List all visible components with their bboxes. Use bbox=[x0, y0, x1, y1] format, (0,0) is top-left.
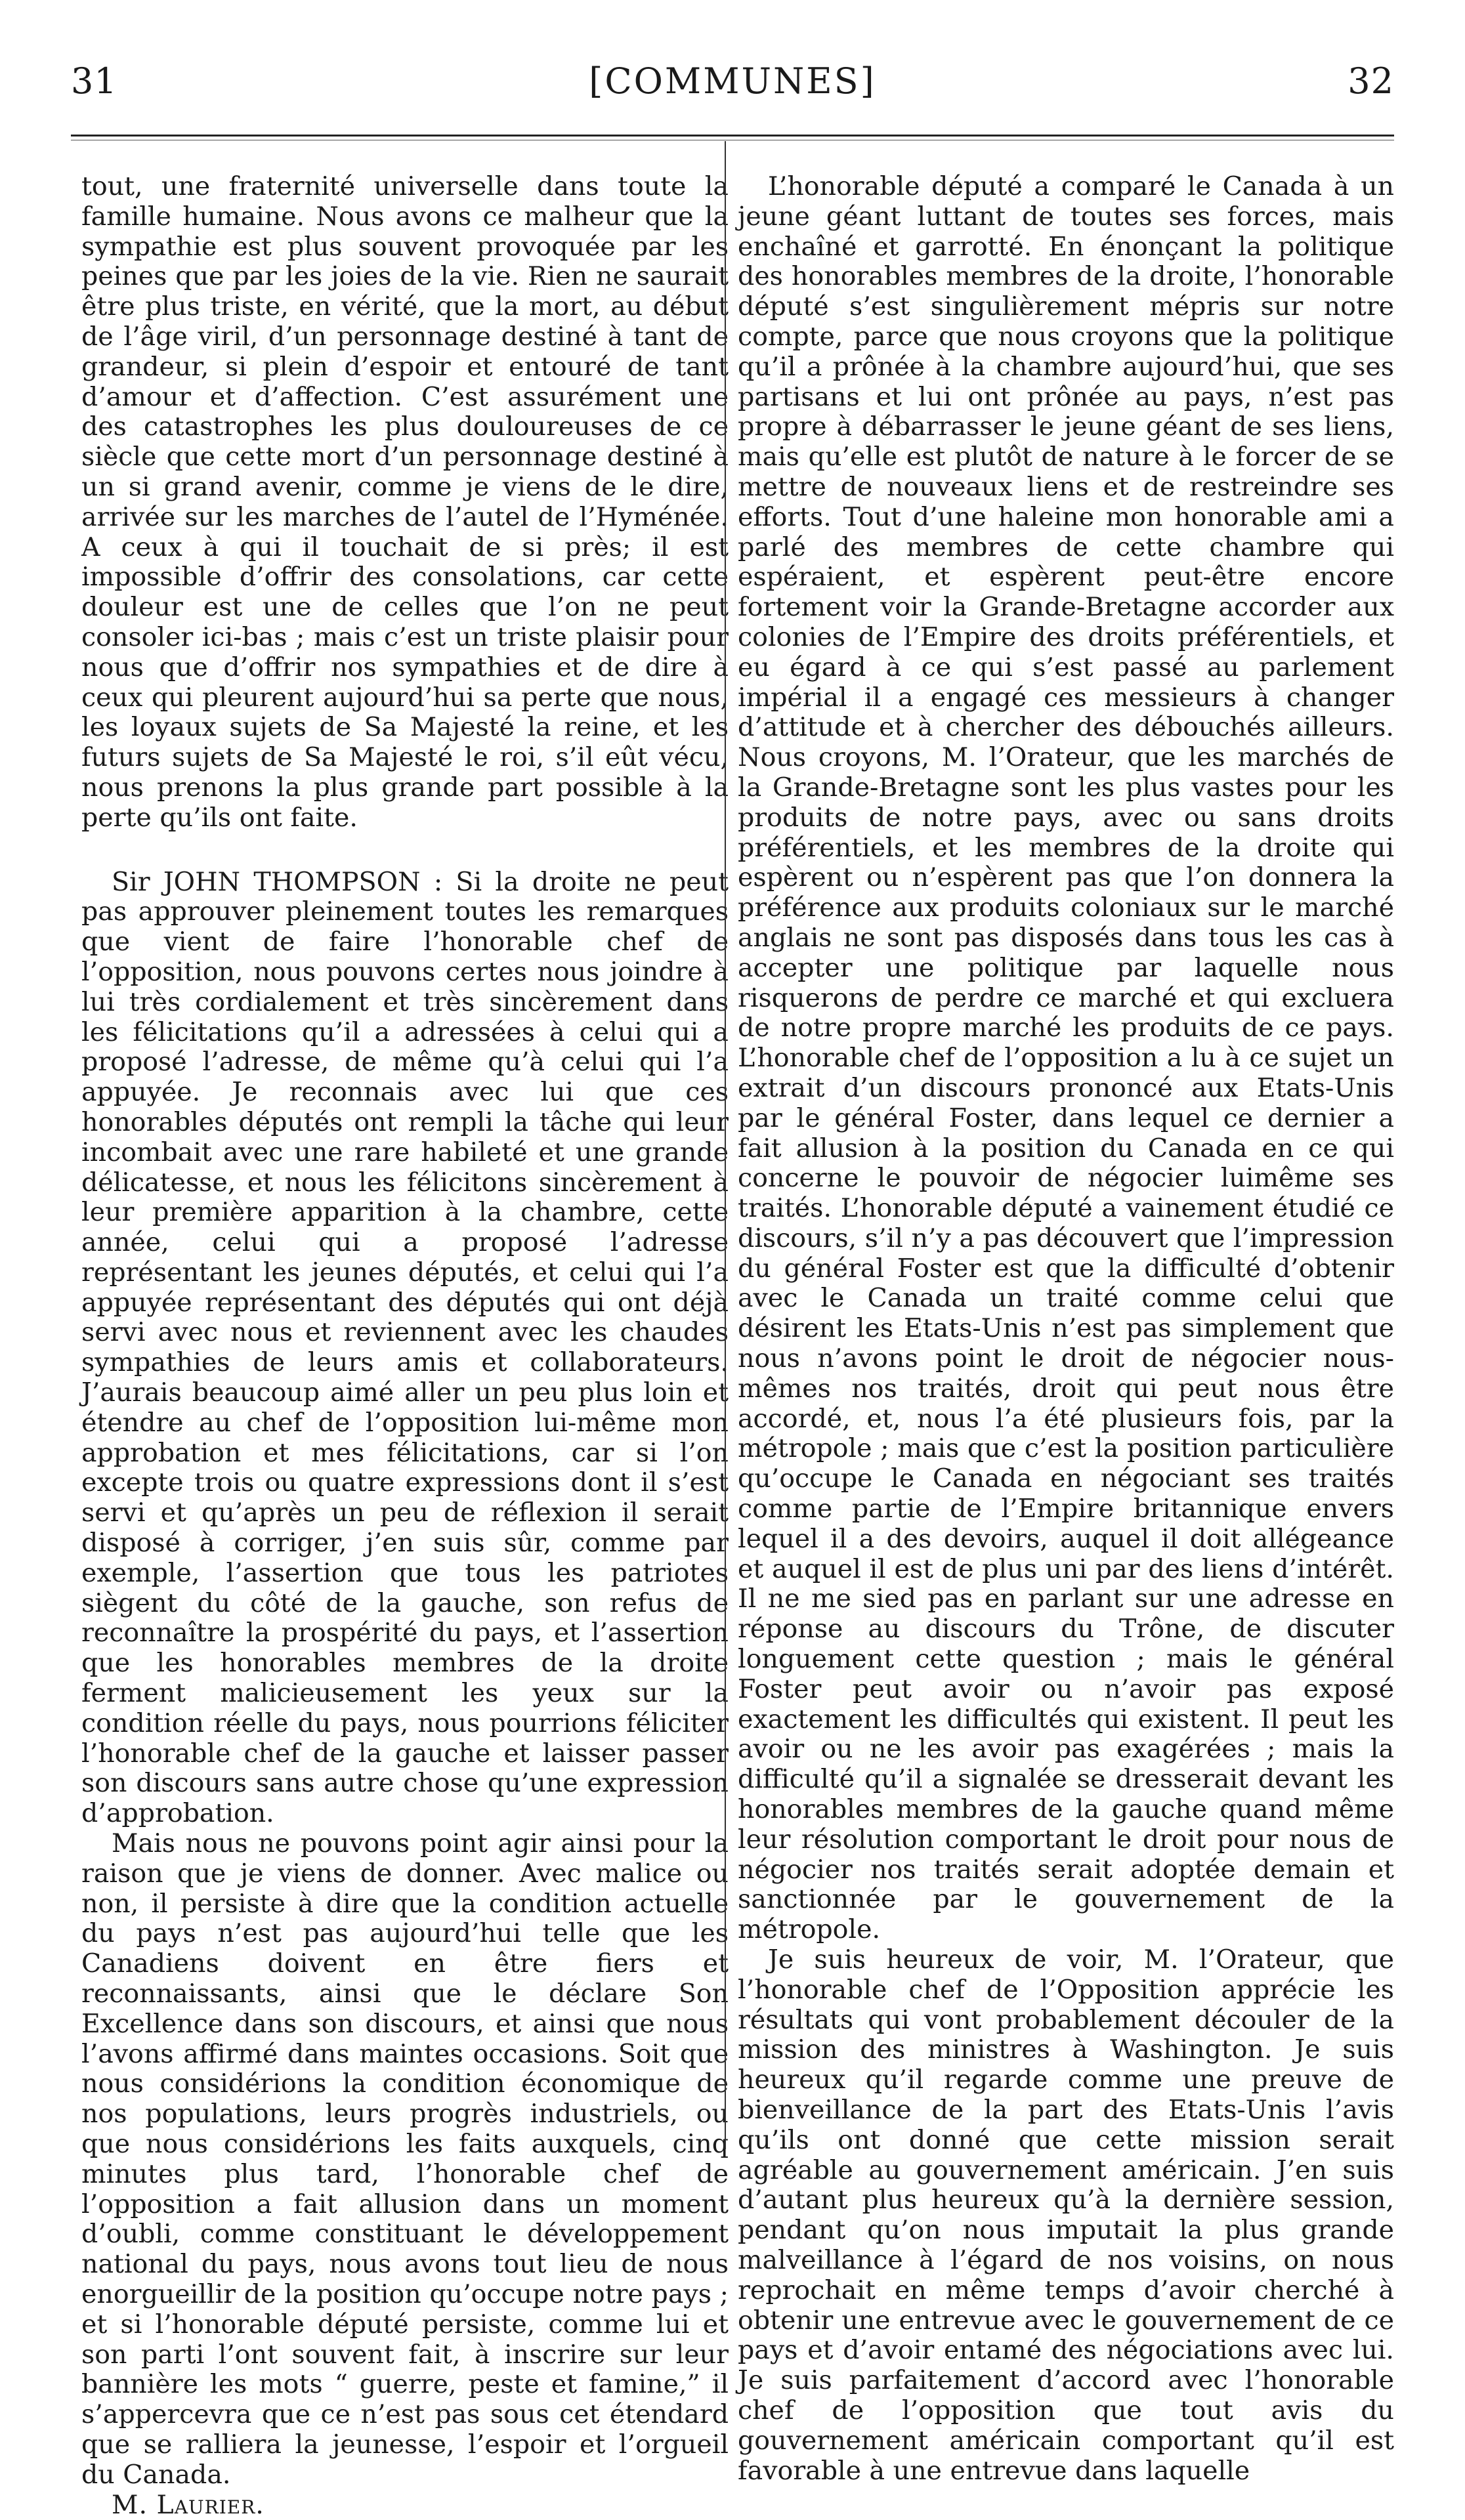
left-paragraph-3: Mais nous ne pouvons point agir ainsi pour la raison que je viens de donner. Avec malice ou non, il persiste à dire que la condition actuelle du pays n’est pas aujourd’hui telle que les Canadiens doivent en être fiers et reconnaissants, ainsi que le déclare Son Excellence dans son discours, et ainsi que nous l’avons affirmé dans maintes occasions. Soit que nous considérions la condition économique de nos populations, leurs progrès industriels, ou que nous considérions les faits auxquels, cinq minutes plus tard, l’honorable chef de l’opposition a fait allusion dans un moment d’oubli, comme constituant le développement national du pays, nous avons tout lieu de nous enorgueillir de la position qu’occupe notre pays ; et si l’honorable député persiste, comme lui et son parti l’ont souvent fait, à inscrire sur leur bannière les mots “ guerre, peste et famine,” il s’appercevra que ce n’est pas sous cet étendard que se ralliera la jeunesse, l’espoir et l’orgueil du Canada. bbox=[81, 1828, 729, 2490]
left-paragraph-2: Sir JOHN THOMPSON : Si la droite ne peut pas approuver pleinement toutes les remarques que vient de faire l’honorable chef de l’opposition, nous pouvons certes nous joindre à lui très cordialement et très sincèrement dans les félicitations qu’il a adressées à celui qui a proposé l’adresse, de même qu’à celui qui l’a appuyée. Je reconnais avec lui que ces honorables députés ont rempli la tâche qui leur incombait avec une rare habileté et une grande délicatesse, et nous les félicitons sincèrement à leur première apparition à la chambre, cette année, celui qui a proposé l’adresse représentant les jeunes députés, et celui qui l’a appuyée représentant des députés qui ont déjà servi avec nous et reviennent avec les chaudes sympathies de leurs amis et collaborateurs. J’aurais beaucoup aimé aller un peu plus loin et étendre au chef de l’opposition lui-même mon approbation et mes félicitations, car si l’on excepte trois ou quatre expressions dont il s’est servi et qu’après un peu de réflexion il serait disposé à corriger, j’en suis sûr, comme par exemple, l’assertion que tous les patriotes siègent du côté de la gauche, son refus de reconnaître la prospérité du pays, et l’assertion que les honorables membres de la droite ferment malicieusement les yeux sur la condition réelle du pays, nous pourrions féliciter l’honorable chef de la gauche et laisser passer son discours sans autre chose qu’une expression d’approbation. bbox=[81, 866, 729, 1829]
left-page-number: 31 bbox=[71, 60, 117, 102]
speaker-signature: M. Laurier. bbox=[112, 2489, 265, 2520]
column-divider bbox=[725, 141, 726, 2149]
running-title: [COMMUNES] bbox=[589, 60, 876, 102]
right-paragraph-2: Je suis heureux de voir, M. l’Orateur, que l’honorable chef de l’Opposition apprécie les résultats qui vont probablement découler de la mission des ministres à Washington. Je suis heureux qu’il regarde comme une preuve de bienveillance de la part des Etats-Unis l’avis qu’ils ont donné que cette mission serait agréable au gouvernement américain. J’en suis d’autant plus heureux qu’à la dernière session, pendant qu’on nous imputait la plus grande malveillance à l’égard de nos voisins, on nous reprochait en même temps d’avoir cherché à obtenir une entrevue avec le gouvernement de ce pays et d’avoir entamé des négociations avec lui. Je suis parfaitement d’accord avec l’honorable chef de l’opposition que tout avis du gouvernement américain comportant qu’il est favorable à une entrevue dans laquelle bbox=[738, 1944, 1394, 2486]
right-page-number: 32 bbox=[1348, 60, 1394, 102]
left-column bbox=[81, 172, 729, 2520]
left-paragraph-1: tout, une fraternité universelle dans toute la famille humaine. Nous avons ce malheur que la sympathie est plus souvent provoquée par les peines que par les joies de la vie. Rien ne saurait être plus triste, en vérité, que la mort, au début de l’âge viril, d’un personnage destiné à tant de grandeur, si plein d’espoir et entouré de tant d’amour et d’affection. C’est assurément une des catastrophes les plus douloureuses de ce siècle que cette mort d’un personnage destiné à un si grand avenir, comme je viens de le dire, arrivée sur les marches de l’autel de l’Hyménée. A ceux à qui il touchait de si près; il est impossible d’offrir des consolations, car cette douleur est une de celles que l’on ne peut consoler ici-bas ; mais c’est un triste plaisir pour nous que d’offrir nos sympathies et de dire à ceux qui pleurent aujourd’hui sa perte que nous, les loyaux sujets de Sa Majesté la reine, et les futurs sujets de Sa Majesté le roi, s’il eût vécu, nous prenons la plus grande part possible à la perte qu’ils ont faite. bbox=[81, 171, 729, 833]
right-paragraph-1: L’honorable député a comparé le Canada à un jeune géant luttant de toutes ses forces, mais enchaîné et garrotté. En énonçant la politique des honorables membres de la droite, l’honorable député s’est singulièrement mépris sur notre compte, parce que nous croyons que la politique qu’il a prônée à la chambre aujourd’hui, que ses partisans et lui ont prônée au pays, n’est pas propre à débarrasser le jeune géant de ses liens, mais qu’elle est plutôt de nature à le forcer de se mettre de nouveaux liens et de restreindre ses efforts. Tout d’une haleine mon honorable ami a parlé des membres de cette chambre qui espéraient, et espèrent peut-être encore fortement voir la Grande-Bretagne accorder aux colonies de l’Empire des droits préférentiels, et eu égard à ce qui s’est passé au parlement impérial il a engagé ces messieurs à changer d’attitude et à chercher des débouchés ailleurs. Nous croyons, M. l’Orateur, que les marchés de la Grande-Bretagne sont les plus vastes pour les produits de notre pays, avec ou sans droits préférentiels, et les membres de la droite qui espèrent ou n’espèrent pas que l’on donnera la préférence aux produits coloniaux sur le marché anglais ne sont pas disposés dans tous les cas à accepter une politique par laquelle nous risquerons de perdre ce marché et qui excluera de notre propre marché les produits de ce pays. L’honorable chef de l’opposition a lu à ce sujet un extrait d’un discours prononcé aux Etats-Unis par le général Foster, dans lequel ce dernier a fait allusion à la position du Canada en ce qui concerne le pouvoir de négocier luimême ses traités. L’honorable député a vainement étudié ce discours, s’il n’y a pas découvert que l’impression du général Foster est que la difficulté d’obtenir avec le Canada un traité comme celui que désirent les Etats-Unis n’est pas simplement que nous n’avons point le droit de négocier nous-mêmes nos traités, droit qui peut nous être accordé, et, nous l’a été plusieurs fois, par la métropole ; mais que c’est la position particulière qu’occupe le Canada en négociant ses traités comme partie de l’Empire britannique envers lequel il a des devoirs, auquel il doit allégeance et auquel il est de plus uni par des liens d’intérêt. Il ne me sied pas en parlant sur une adresse en réponse au discours du Trône, de discuter longuement cette question ; mais le général Foster peut avoir ou n’avoir pas exposé exactement les difficultés qui existent. Il peut les avoir ou ne les avoir pas exagérées ; mais la difficulté qu’il a signalée se dresserait devant les honorables membres de la gauche quand même leur résolution comportant le droit pour nous de négocier nos traités serait adoptée demain et sanctionnée par le gouvernement de la métropole. bbox=[738, 171, 1394, 1945]
right-column bbox=[738, 172, 1394, 2486]
page-header bbox=[71, 60, 1394, 106]
header-rule bbox=[71, 135, 1394, 136]
